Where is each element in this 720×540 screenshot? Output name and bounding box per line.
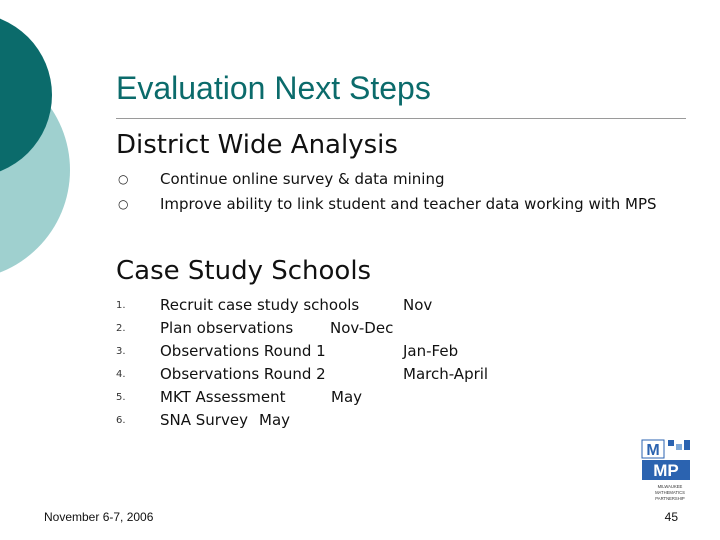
list-item-task: Observations Round 2 [160,365,326,383]
list-item-time: May [331,388,363,406]
footer-date: November 6-7, 2006 [44,510,154,524]
list-item-task: Recruit case study schools [160,296,360,314]
list-item-time: Jan-Feb [403,342,459,360]
page-number: 45 [664,510,678,524]
list-item-time: May [259,411,291,429]
list-number: 1. [116,300,126,311]
svg-text:M: M [646,442,660,459]
list-item-time: Nov [403,296,433,314]
bullet-icon: ○ [118,197,129,211]
svg-text:PARTNERSHIP: PARTNERSHIP [655,496,685,501]
mmp-logo [640,438,700,502]
list-item-task: MKT Assessment [160,388,286,406]
list-item-task: SNA Survey [160,411,248,429]
section-heading-district: District Wide Analysis [116,130,398,160]
list-number: 5. [116,392,126,403]
list-number: 4. [116,369,126,380]
list-item-time: March-April [403,365,489,383]
svg-text:MILWAUKEE: MILWAUKEE [657,484,683,489]
section-heading-case-study: Case Study Schools [116,256,372,286]
svg-text:MATHEMATICS: MATHEMATICS [655,490,685,495]
bullet-icon: ○ [118,172,129,186]
bullet-text: Continue online survey & data mining [160,170,445,188]
svg-text:MP: MP [653,461,679,480]
decorative-circles [0,0,120,300]
list-item-time: Nov-Dec [330,319,394,337]
list-item-task: Plan observations [160,319,294,337]
list-number: 3. [116,346,126,357]
title-divider [116,118,686,119]
list-number: 6. [116,415,126,426]
list-number: 2. [116,323,126,334]
list-item-task: Observations Round 1 [160,342,326,360]
bullet-text: Improve ability to link student and teacher data working with MPS [160,195,657,213]
slide-title: Evaluation Next Steps [116,70,431,106]
